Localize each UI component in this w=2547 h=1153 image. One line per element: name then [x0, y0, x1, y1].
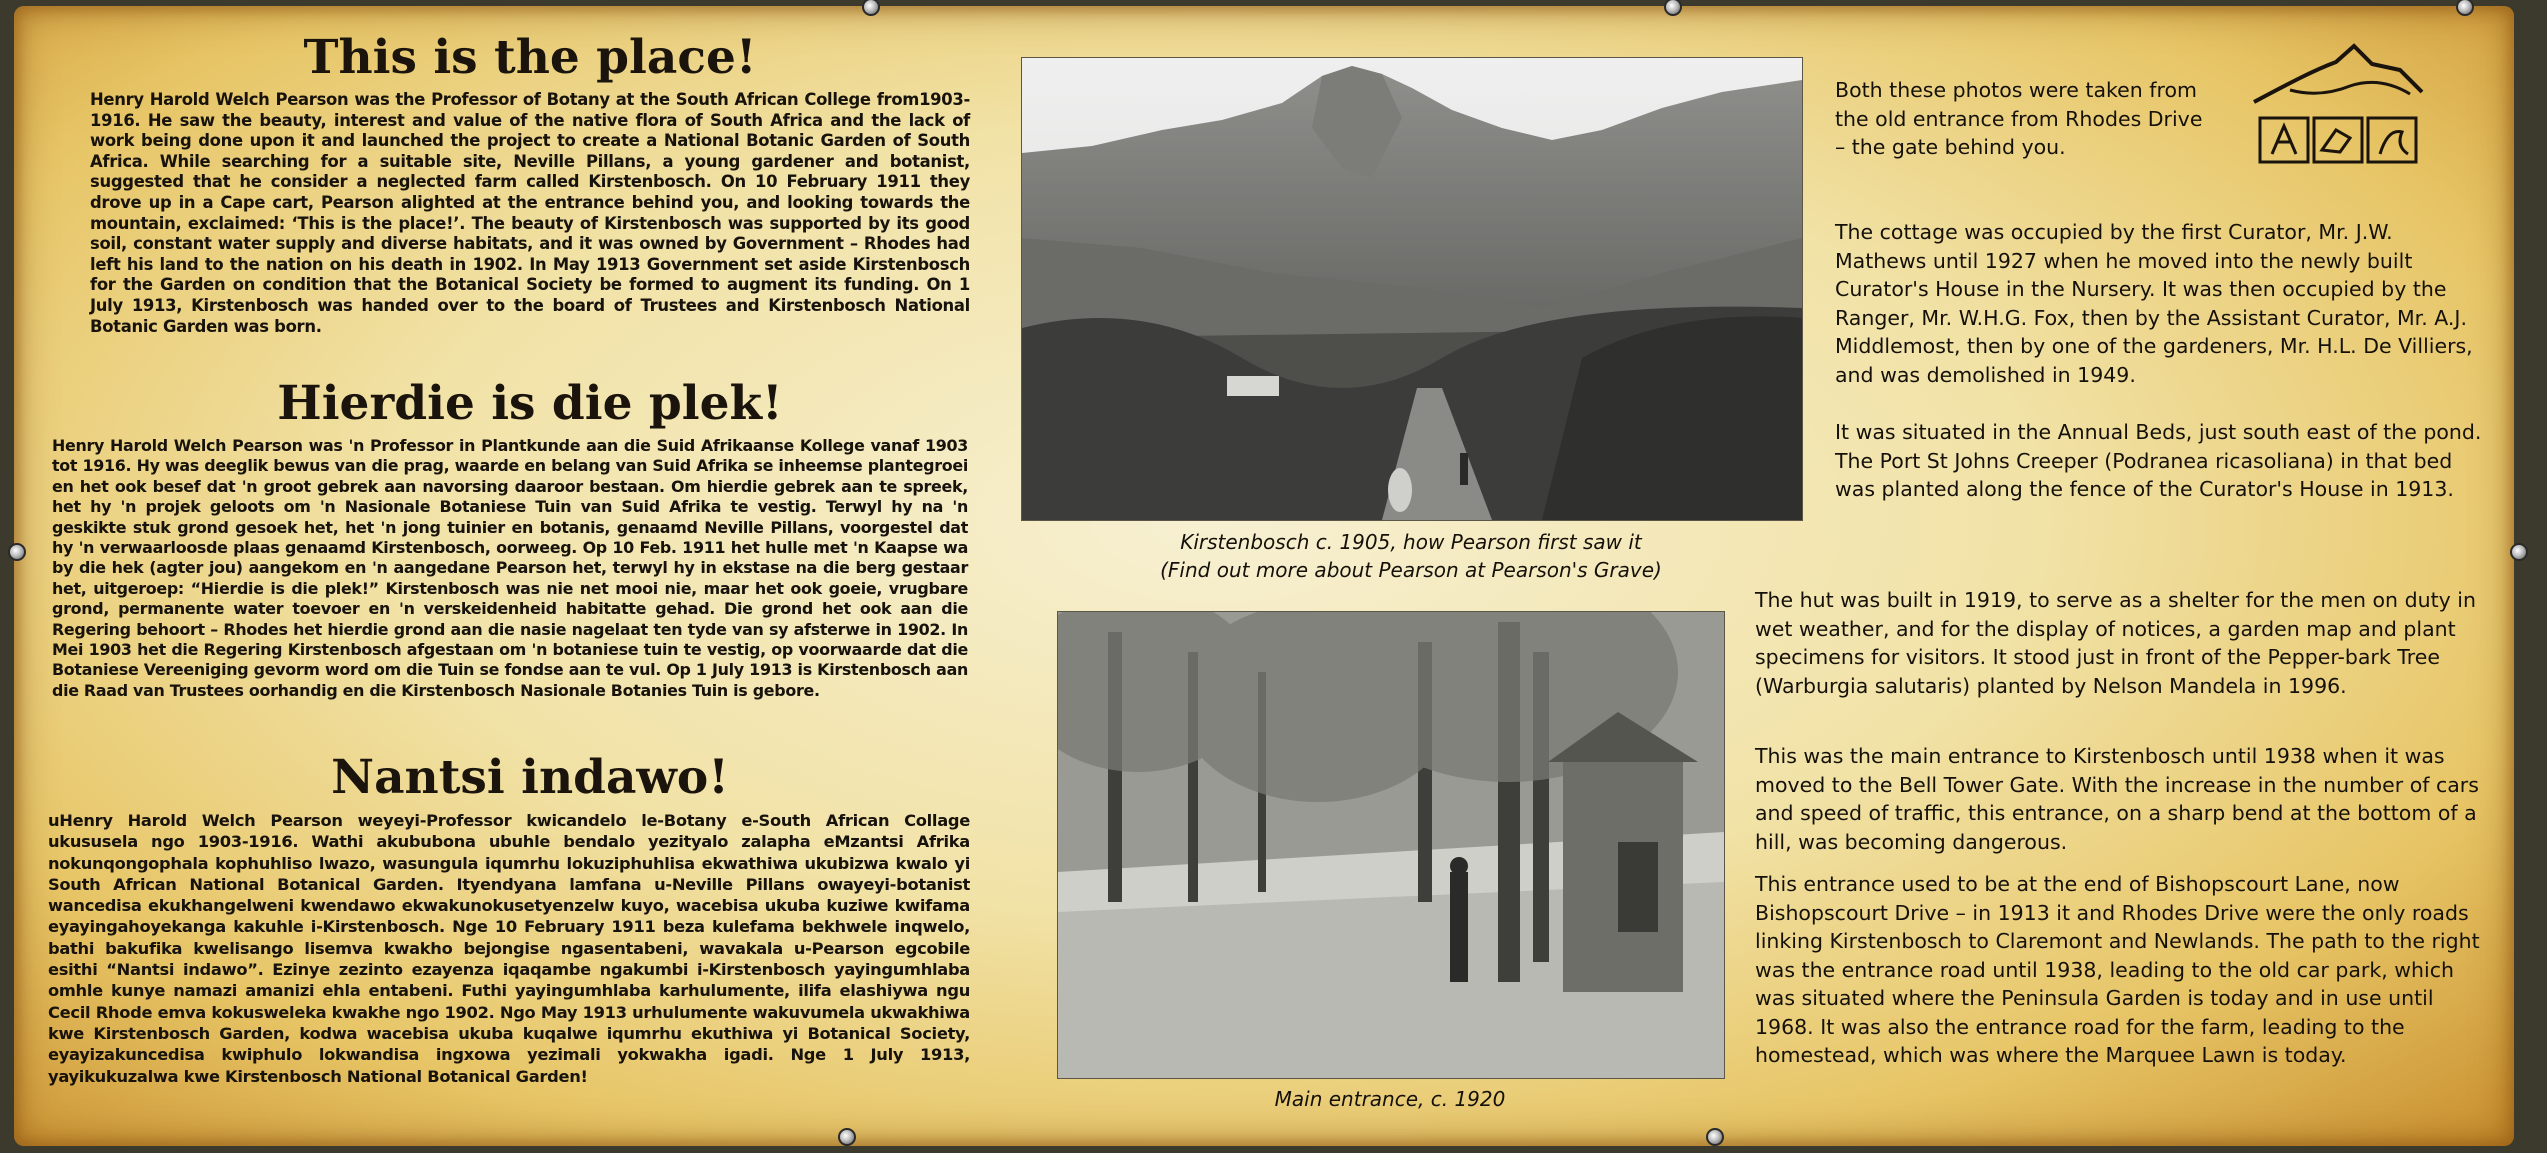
- note-photos-origin: Both these photos were taken from the old entrance from Rhodes Drive – the gate behind you.: [1835, 78, 2203, 159]
- flower-icon: [2380, 131, 2408, 154]
- note-hut: The hut was built in 1919, to serve as a shelter for the men on duty in wet weather, and for the display of notices, a garden map and plant specimens for visitors. It stood just in front of the Pepper-bark Tree (Warburgia salutaris) planted by Nelson Mandela in 1996.: [1755, 588, 2476, 698]
- screw: [2510, 543, 2528, 561]
- mountain-logo-icon: [2250, 42, 2426, 170]
- heading-xhosa: Nantsi indawo!: [331, 750, 729, 805]
- protea-icon: [2272, 126, 2296, 154]
- screw: [838, 1128, 856, 1146]
- heading-afrikaans: Hierdie is die plek!: [277, 376, 783, 431]
- kirstenbosch-logo: [2250, 42, 2426, 170]
- bird-icon: [2322, 130, 2350, 152]
- paragraph-xhosa: uHenry Harold Welch Pearson weyeyi-Professor kwicandelo le-Botany e-South African Collage ukususela ngo 1903-1916. Wathi akububona ubuhle bendalo yezityalo zalapha eMzantsi Afrika nokunqongophala kophuhliso lwazo, wasungula iqumrhu lokuziphuhlisa ekwathiwa ukubizwa kwalo yi South African National Botanical Garden. Ityendyana lamfana u-Neville Pillans owayeyi-botanist wancedisa ekukhangelweni kwendawo ekwakunokusetyenzelw kuyo, wacebisa ukuba kuziwe kwifama eyayingahoyekanga kakuhle i-Kirstenbosch. Nge 10 February 1911 beza kulefama bekhwele inqwelo, bathi bakufika kwelisango lisemva kwakho bejongise ngasentabeni, wavakala u-Pearson egcobile esithi “Nantsi indawo”. Ezinye zezinto ezayenza iqaqambe ngakumbi i-Kirstenbosch yayingumhlaba omhle kunye namazi amanizi ehla entabeni. Futhi yayingumhlaba karhulumente, ilifa elashiywa ngu Cecil Rhode emva kokusweleka kwakhe ngo 1902. Ngo May 1913 urhulumente wakuvumela ukwakhiwa kwe Kirstenbosch Garden, kodwa wacebisa ukuba kuqalwe iqumrhu ekuthiwa yi Botanical Society, eyayizakuncedisa kwiphulo lokwandisa ingxowa yezimali yokwakha igadi. Nge 1 July 1913, yayikukuzalwa kwe Kirstenbosch National Botanical Garden!: [48, 811, 970, 1086]
- note-main-entrance: This was the main entrance to Kirstenbosch until 1938 when it was moved to the Bell Tower Gate. With the increase in the number of cars and speed of traffic, this entrance, on a sharp bend at the bottom of a hill, was becoming dangerous.: [1755, 744, 2479, 854]
- note-bishopscourt: This entrance used to be at the end of Bishopscourt Lane, now Bishopscourt Drive – in 1913 it and Rhodes Drive were the only roads linking Kirstenbosch to Claremont and Newlands. The path to the right was the entrance road until 1938, leading to the old car park, which was situated where the Peninsula Garden is today and in use until 1968. It was also the entrance road for the farm, leading to the homestead, which was where the Marquee Lawn is today.: [1755, 872, 2480, 1067]
- caption-bottom: Main entrance, c. 1920: [1274, 1087, 1506, 1111]
- screw: [8, 543, 26, 561]
- caption-top-line1: Kirstenbosch c. 1905, how Pearson first saw it: [1180, 530, 1642, 554]
- heading-english: This is the place!: [303, 30, 757, 85]
- paragraph-english: Henry Harold Welch Pearson was the Professor of Botany at the South African College from1903-1916. He saw the beauty, interest and value of the native flora of South Africa and the lack of work being done upon it and launched the project to create a National Botanic Garden of South Africa. While searching for a suitable site, Neville Pillans, a young gardener and botanist, suggested that he consider a neglected farm called Kirstenbosch. On 10 February 1911 they drove up in a Cape cart, Pearson alighted at the entrance behind you, and looking towards the mountain, exclaimed: ‘This is the place!’. The beauty of Kirstenbosch was supported by its good soil, constant water supply and diverse habitats, and it was owned by Government – Rhodes had left his land to the nation on his death in 1902. In May 1913 Government set aside Kirstenbosch for the Garden on condition that the Botanical Society be formed to augment its funding. On 1 July 1913, Kirstenbosch was handed over to the board of Trustees and Kirstenbosch National Botanic Garden was born.: [90, 90, 970, 336]
- note-annual-beds: It was situated in the Annual Beds, just south east of the pond. The Port St Johns Creeper (Podranea ricasoliana) in that bed was planted along the fence of the Curator's House in 1913.: [1835, 420, 2482, 501]
- caption-top-line2: (Find out more about Pearson at Pearson's Grave): [1160, 558, 1662, 582]
- note-cottage: The cottage was occupied by the first Curator, Mr. J.W. Mathews until 1927 when he moved into the newly built Curator's House in the Nursery. It was then occupied by the Ranger, Mr. W.H.G. Fox, then by the Assistant Curator, Mr. A.J. Middlemost, then by one of the gardeners, Mr. H.L. De Villiers, and was demolished in 1949.: [1835, 220, 2473, 387]
- photo-kirstenbosch-1905: [1021, 57, 1803, 521]
- photo-main-entrance-1920: [1057, 611, 1725, 1079]
- paragraph-afrikaans: Henry Harold Welch Pearson was 'n Professor in Plantkunde aan die Suid Afrikaanse Kollege vanaf 1903 tot 1916. Hy was deeglik bewus van die prag, waarde en belang van Suid Afrika se inheemse plantegroei en het ook besef dat 'n groot gebrek aan navorsing daaroor bestaan. Om hierdie gebrek aan te spreek, het hy 'n projek geloots om 'n Nasionale Botaniese Tuin van Suid Afrika te vestig. Terwyl hy na 'n geskikte stuk grond gesoek het, het 'n jong tuinier en botanis, genaamd Neville Pillans, voorgestel dat hy 'n verwaarloosde plaas genaamd Kirstenbosch, oorweeg. Op 10 Feb. 1911 het hulle met 'n Kaapse wa by die hek (agter jou) aangekom en 'n aangedane Pearson het, terwyl hy in ekstase na die berg gestaar het, uitgeroep: “Hierdie is die plek!” Kirstenbosch was nie net mooi nie, maar het ook goeie, vrugbare grond, permanente water toevoer en 'n verskeidenheid habitatte gehad. Die grond het ook aan die Regering behoort – Rhodes het hierdie grond aan die nasie nagelaat ten tyde van sy afsterwe in 1902. In Mei 1903 het die Regering Kirstenbosch afgestaan om 'n botaniese tuin te vestig, op voorwaarde dat die Botaniese Vereeniging gevorm word om die Tuin se fondse aan te vul. Op 1 July 1913 is Kirstenbosch aan die Raad van Trustees oorhandig en die Kirstenbosch Nasionale Botanies Tuin is gebore.: [52, 436, 968, 700]
- screw: [1706, 1128, 1724, 1146]
